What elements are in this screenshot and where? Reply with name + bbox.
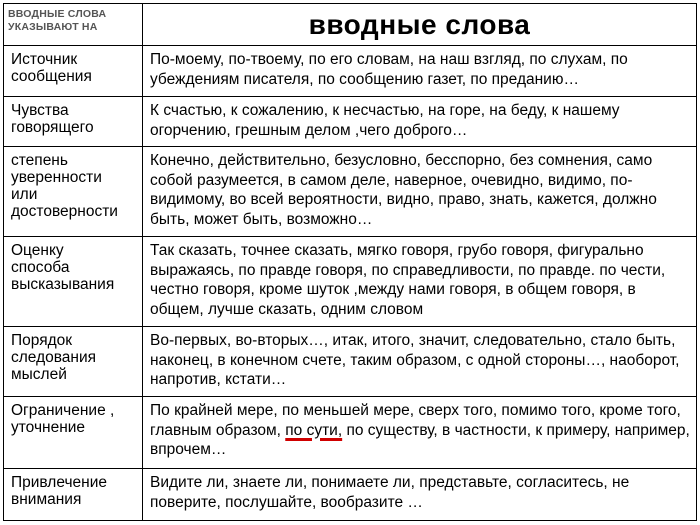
words-cell: По-моему, по-твоему, по его словам, на наш взгляд, по слухам, по убеждениям писателя, по сообщению газет, по преданию… [143,46,697,97]
category-cell: Ограничение , уточнение [4,397,143,469]
table-row [4,237,697,327]
category-cell: Оценку способа высказывания [4,237,143,327]
words-text-after: по существу, в частности, к примеру, например, впрочем… [150,421,690,458]
table-row [4,147,697,237]
words-cell: Конечно, действительно, безусловно, бесспорно, без сомнения, само собой разумеется, в самом деле, наверное, очевидно, видимо, по-видимому, во всей вероятности, видно, право, знать, кажется, должно быть, может быть, возможно… [143,147,697,237]
table-row [4,97,697,147]
category-cell: Чувства говорящего [4,97,143,147]
category-cell: Источник сообщения [4,46,143,97]
table-row [4,46,697,97]
introductory-words-table [3,3,697,521]
category-cell: Привлечение внимания [4,469,143,521]
words-cell: Видите ли, знаете ли, понимаете ли, представьте, согласитесь, не поверите, послушайте, вообразите … [143,469,697,521]
table-row [4,327,697,397]
words-cell: Так сказать, точнее сказать, мягко говоря, грубо говоря, фигурально выражаясь, по правде говоря, по справедливости, по правде. по чести, честно говоря, кроме шуток ,между нами говоря, в общем говоря, в общем, лучше сказать, одним словом [143,237,697,327]
words-cell: К счастью, к сожалению, к несчастью, на горе, на беду, к нашему огорчению, грешным делом ,чего доброго… [143,97,697,147]
header-left-cell [4,4,143,46]
page-title: вводные слова [308,8,531,40]
header-left-label: ВВОДНЫЕ СЛОВА УКАЗЫВАЮТ НА [8,8,107,33]
introductory-words-sheet [3,3,696,520]
words-cell [143,397,697,469]
category-cell: Порядок следования мыслей [4,327,143,397]
header-title-cell [143,4,697,46]
underlined-phrase: по сути, [285,421,343,439]
words-cell: Во-первых, во-вторых…, итак, итого, значит, следовательно, стало быть, наконец, в конечном счете, таким образом, с одной стороны…, наоборот, напротив, кстати… [143,327,697,397]
table-row [4,397,697,469]
table-row [4,469,697,521]
words-text-before: По крайней мере, по меньшей мере, сверх того, помимо того, кроме того, главным образом, [150,402,681,439]
category-cell: степень уверенности или достоверности [4,147,143,237]
table-header-row [4,4,697,46]
